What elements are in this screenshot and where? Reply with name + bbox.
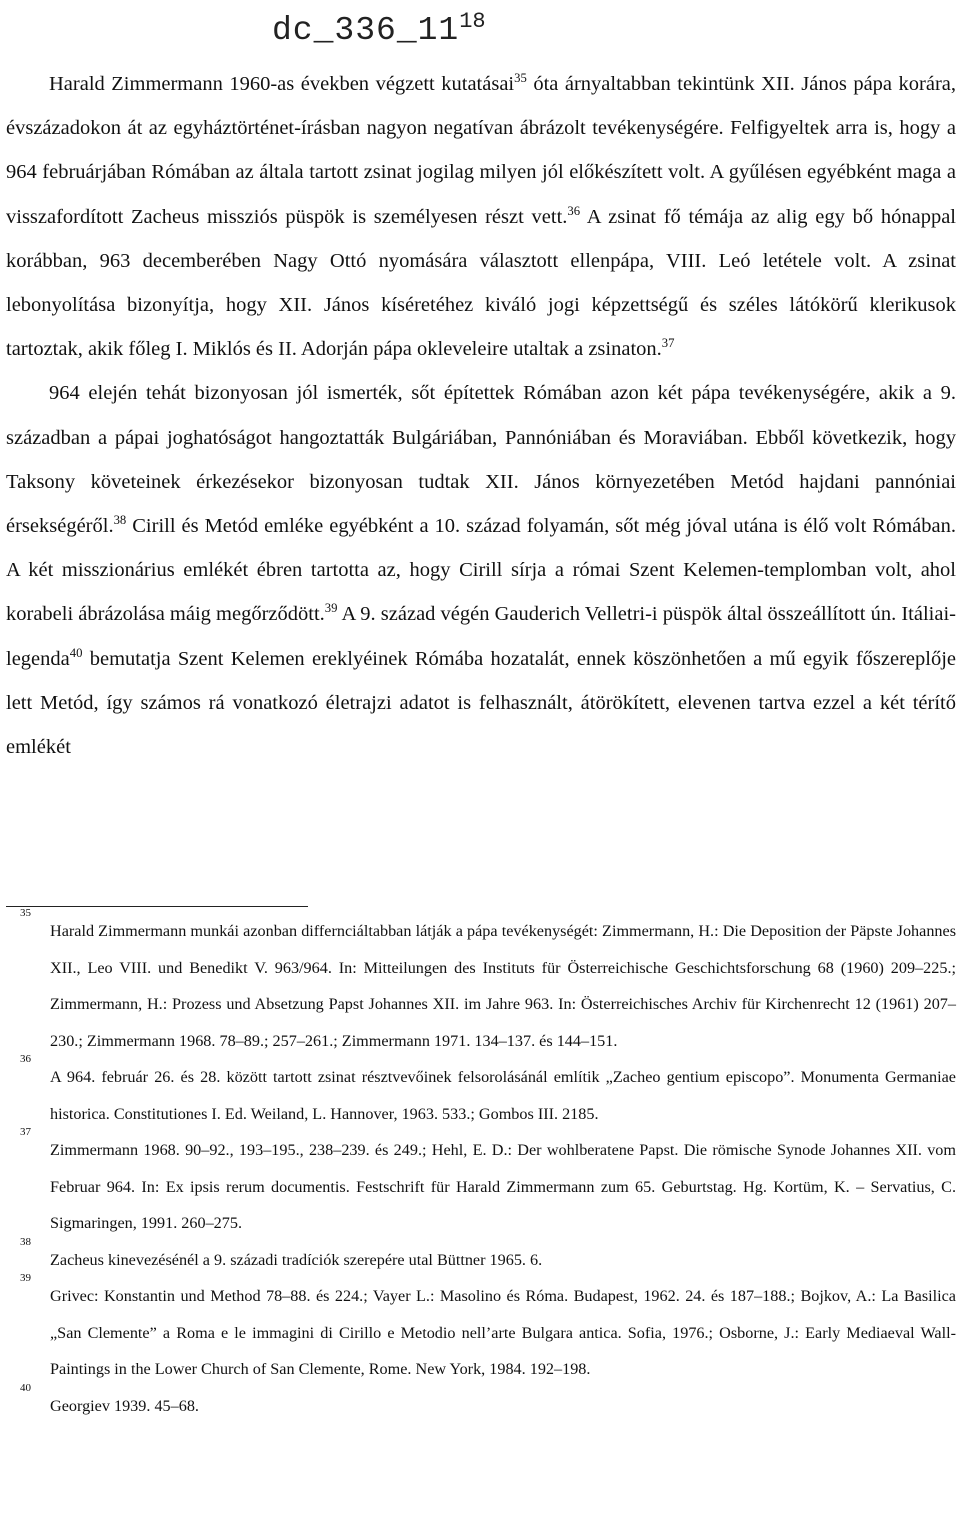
footnote-item xyxy=(6,1126,956,1242)
footnote-item xyxy=(6,1053,956,1132)
main-text xyxy=(6,62,956,769)
text-run: 964 elején tehát bizonyosan jól ismerték, sőt építettek Rómában azon két pápa tevékenységére, akik a 9. században a pápai joghatóságot hangoztatták Bulgáriában, Pannóniában és Moraviában. Ebből következik, hogy Taksony követeinek érkezésekor bizonyosan tudtak XII. János környezetében Metód hajdani pannóniai érsekségéről. xyxy=(6,382,956,538)
footnote-reference[interactable]: 39 xyxy=(324,601,338,616)
footnote-text: A 964. február 26. és 28. között tartott zsinat résztvevőinek felsorolásánál említik „Zacheo gentium episcopo”. Monumenta Germaniae historica. Constitutiones I. Ed. Weiland, L. Hannover, 1963. 533.; Gombos III. 2185. xyxy=(50,1068,956,1123)
footnote-number: 38 xyxy=(20,1235,31,1248)
footnote-number: 37 xyxy=(20,1126,31,1138)
paragraph xyxy=(6,371,956,769)
footnote-number: 40 xyxy=(20,1381,31,1394)
footnote-text: Georgiev 1939. 45–68. xyxy=(50,1396,199,1415)
footnote-number: 36 xyxy=(20,1053,31,1065)
text-run: Cirill és Metód emléke egyébként a 10. század folyamán, sőt még jóval utána is élő volt Rómában. A két misszionárius emlékét ébren tartotta az, hogy Cirill sírja a római Szent Kelemen-templomban volt, ahol korabeli ábrázolása máig megőrződött. xyxy=(6,515,956,626)
text-run: Harald Zimmermann 1960-as években végzett kutatásai xyxy=(49,73,515,95)
text-run: A zsinat fő témája az alig egy bő hónappal korábban, 963 decemberében Nagy Ottó nyomására választott ellenpápa, VIII. Leó letétele volt. A zsinat lebonyolítása bizonyítja, hogy XII. János kíséretéhez kiváló jogi képzettségű és széles látókörű klerikusok tartoztak, akik főleg I. Miklós és II. Adorján pápa okleveleire utaltak a zsinaton. xyxy=(6,205,957,361)
footnote-number: 39 xyxy=(20,1272,31,1284)
text-run: A 9. század végén Gauderich Velletri-i püspök által összeállított ún. Itáliai-legenda xyxy=(6,603,956,670)
footnote-text: Zacheus kinevezésénél a 9. századi tradíciók szerepére utal Büttner 1965. 6. xyxy=(50,1250,543,1269)
document-id: dc_336_11 xyxy=(272,12,460,49)
footnote-item xyxy=(6,907,956,1059)
footnote-reference[interactable]: 40 xyxy=(69,645,83,660)
footnote-reference[interactable]: 36 xyxy=(567,203,581,218)
footnote-item xyxy=(6,1381,956,1425)
footnote-text: Grivec: Konstantin und Method 78–88. és 224.; Vayer L.: Masolino és Róma. Budapest, 1962. 24. és 187–188.; Bojkov, A.: La Basilica „San Clemente” a Roma e le immagini di Cirillo e Metodio nell’arte Bulgara antica. Sofia, 1976.; Osborne, J.: Early Mediaeval Wall-Paintings in the Lower Church of San Clemente, Rome. New York, 1984. 192–198. xyxy=(50,1287,956,1378)
footnote-text: Zimmermann 1968. 90–92., 193–195., 238–239. és 249.; Hehl, E. D.: Der wohlberatene Papst. Die römische Synode Johannes XII. vom Februar 964. In: Ex ipsis rerum documentis. Festschrift für Harald Zimmermann zum 65. Geburtstag. Hg. Kortüm, K. – Servatius, C. Sigmaringen, 1991. 260–275. xyxy=(50,1141,956,1232)
text-run: óta árnyaltabban tekintünk XII. János pápa korára, évszázadokon át az egyháztörténet-írásban nagyon negatívan ábrázolt tevékenységére. Felfigyeltek arra is, hogy a 964 februárjában Rómában az általa tartott zsinat jogilag milyen jól előkészített volt. A gyűlésen egyébként maga a visszafordított Zacheus missziós püspök is személyesen részt vett. xyxy=(6,73,957,228)
footnote-reference[interactable]: 35 xyxy=(514,71,527,86)
footnote-number: 35 xyxy=(20,907,31,919)
footnote-text: Harald Zimmermann munkái azonban differnciáltabban látják a pápa tevékenységét: Zimmermann, H.: Die Deposition der Päpste Johannes XII., Leo VIII. und Benedikt V. 963/964. In: Mitteilungen des Instituts für Österreichische Geschichtsforschung 68 (1960) 209–225.; Zimmermann, H.: Prozess und Absetzung Papst Johannes XII. im Jahre 963. In: Österreichisches Archiv für Kirchenrecht 12 (1961) 207–230.; Zimmermann 1968. 78–89.; 257–261.; Zimmermann 1971. 134–137. és 144–151. xyxy=(50,922,956,1050)
text-run: bemutatja Szent Kelemen ereklyéinek Rómába hozatalát, ennek köszönhetően a mű egyik főszereplője lett Metód, így számos rá vonatkozó életrajzi adatot is felhasznált, átörökített, elevenen tartva ezzel a két térítő emlékét xyxy=(6,647,956,759)
footnote-reference[interactable]: 37 xyxy=(661,336,675,351)
paragraph xyxy=(6,62,956,371)
footnote-item xyxy=(6,1235,956,1279)
footnote-item xyxy=(6,1272,956,1388)
footnote-separator xyxy=(6,906,308,907)
footnotes xyxy=(6,907,956,1424)
page-header xyxy=(272,2,486,51)
page-number: 18 xyxy=(459,9,486,34)
footnote-reference[interactable]: 38 xyxy=(113,513,127,528)
